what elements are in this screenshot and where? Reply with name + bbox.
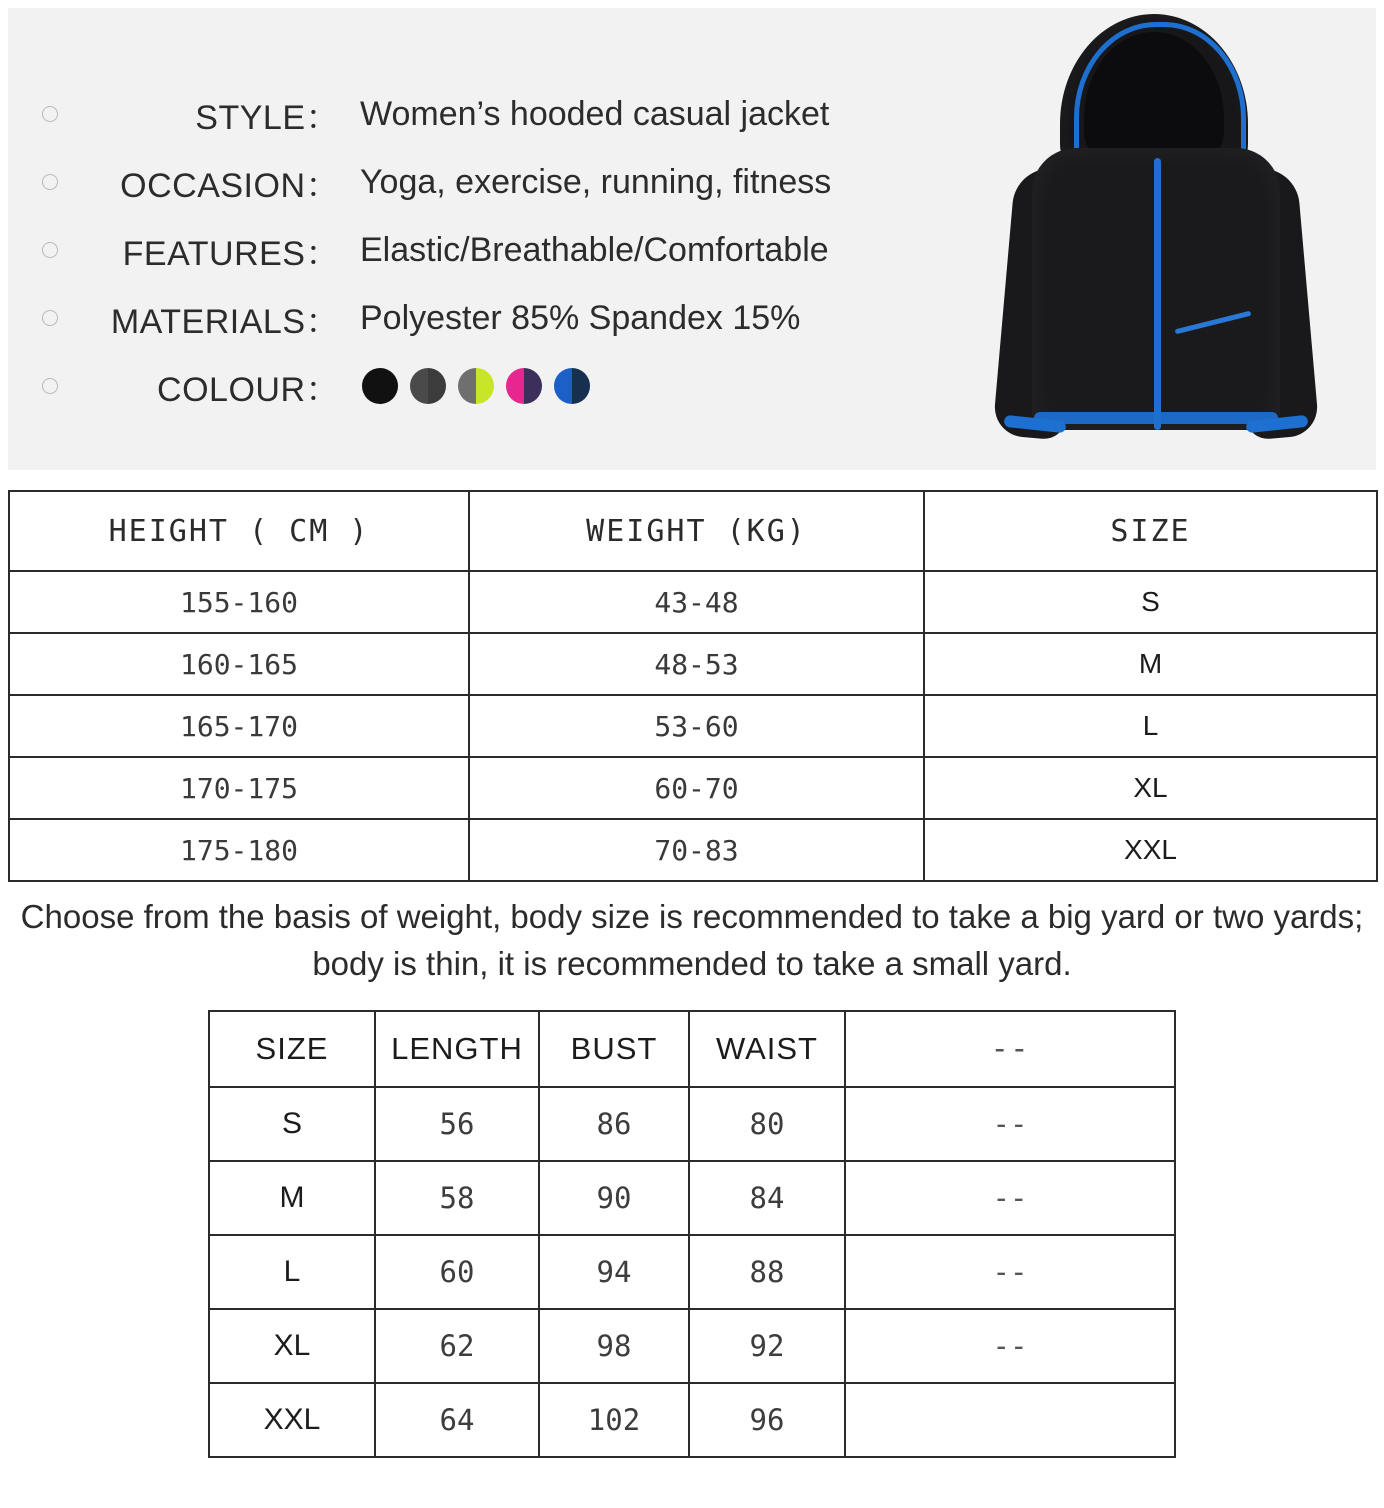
measurement-table-wrapper: [0, 1010, 1384, 1458]
product-photo: [968, 8, 1368, 468]
cell-size: XXL: [209, 1383, 375, 1457]
cell-height: 165-170: [9, 695, 469, 757]
table-row: [9, 819, 1377, 881]
spec-label-colour: COLOUR：: [157, 370, 340, 409]
cell-size: L: [924, 695, 1377, 757]
cell-bust: 90: [539, 1161, 689, 1235]
cell-waist: 84: [689, 1161, 845, 1235]
cell-waist: 88: [689, 1235, 845, 1309]
table-row: [209, 1161, 1175, 1235]
cell-size: M: [209, 1161, 375, 1235]
cell-size: XL: [924, 757, 1377, 819]
cell-weight: 60-70: [469, 757, 924, 819]
column-header-size: SIZE: [924, 491, 1377, 571]
jacket-illustration: [968, 8, 1368, 468]
cell-extra: --: [845, 1087, 1175, 1161]
cell-extra: --: [845, 1235, 1175, 1309]
cell-bust: 98: [539, 1309, 689, 1383]
cell-bust: 86: [539, 1087, 689, 1161]
cell-length: 56: [375, 1087, 539, 1161]
jacket-zipper: [1154, 158, 1161, 430]
bullet-icon: [42, 310, 58, 326]
cell-size: XL: [209, 1309, 375, 1383]
jacket-hem-trim: [1034, 412, 1278, 424]
table-row: [209, 1235, 1175, 1309]
colour-swatch-grey-green[interactable]: [458, 368, 494, 404]
spec-value-features: Elastic/Breathable/Comfortable: [360, 230, 829, 269]
cell-extra: --: [845, 1309, 1175, 1383]
colour-swatch-list: [362, 368, 590, 404]
table-row: [9, 695, 1377, 757]
bullet-icon: [42, 106, 58, 122]
colour-swatch-black[interactable]: [362, 368, 398, 404]
column-header-extra: --: [845, 1011, 1175, 1087]
cell-length: 62: [375, 1309, 539, 1383]
cell-weight: 43-48: [469, 571, 924, 633]
spec-label-style: STYLE：: [195, 98, 340, 137]
spec-label-features: FEATURES：: [122, 234, 340, 273]
cell-extra: [845, 1383, 1175, 1457]
cell-height: 155-160: [9, 571, 469, 633]
table-row: [209, 1383, 1175, 1457]
cell-size: XXL: [924, 819, 1377, 881]
cell-waist: 80: [689, 1087, 845, 1161]
column-header-weight: WEIGHT (KG): [469, 491, 924, 571]
cell-height: 175-180: [9, 819, 469, 881]
cell-extra: --: [845, 1161, 1175, 1235]
cell-weight: 70-83: [469, 819, 924, 881]
table-row: [9, 633, 1377, 695]
measurement-table: [208, 1010, 1176, 1458]
table-row: [9, 571, 1377, 633]
product-spec-panel: [8, 8, 1376, 470]
cell-size: L: [209, 1235, 375, 1309]
cell-size: S: [924, 571, 1377, 633]
cell-weight: 53-60: [469, 695, 924, 757]
cell-length: 60: [375, 1235, 539, 1309]
cell-size: S: [209, 1087, 375, 1161]
cell-height: 170-175: [9, 757, 469, 819]
spec-value-materials: Polyester 85% Spandex 15%: [360, 298, 801, 337]
column-header-size: SIZE: [209, 1011, 375, 1087]
cell-weight: 48-53: [469, 633, 924, 695]
spec-list: [42, 80, 972, 420]
cell-waist: 92: [689, 1309, 845, 1383]
table-header-row: [9, 491, 1377, 571]
spec-value-occasion: Yoga, exercise, running, fitness: [360, 162, 832, 201]
spec-row-materials: [42, 284, 972, 352]
spec-row-colour: [42, 352, 972, 420]
sizing-note: Choose from the basis of weight, body size is recommended to take a big yard or two yards; body is thin, it is recommended to take a small yard.: [20, 898, 1364, 982]
cell-waist: 96: [689, 1383, 845, 1457]
bullet-icon: [42, 242, 58, 258]
table-row: [209, 1087, 1175, 1161]
table-row: [209, 1309, 1175, 1383]
cell-height: 160-165: [9, 633, 469, 695]
cell-size: M: [924, 633, 1377, 695]
cell-length: 64: [375, 1383, 539, 1457]
colour-swatch-blue-navy[interactable]: [554, 368, 590, 404]
column-header-bust: BUST: [539, 1011, 689, 1087]
spec-row-features: [42, 216, 972, 284]
column-header-height: HEIGHT ( CM ): [9, 491, 469, 571]
spec-row-occasion: [42, 148, 972, 216]
spec-value-style: Women’s hooded casual jacket: [360, 94, 830, 133]
bullet-icon: [42, 174, 58, 190]
colour-swatch-dark-grey[interactable]: [410, 368, 446, 404]
table-row: [9, 757, 1377, 819]
spec-label-occasion: OCCASION：: [120, 166, 340, 205]
column-header-length: LENGTH: [375, 1011, 539, 1087]
spec-label-materials: MATERIALS：: [110, 302, 340, 341]
cell-length: 58: [375, 1161, 539, 1235]
bullet-icon: [42, 378, 58, 394]
spec-row-style: [42, 80, 972, 148]
table-header-row: [209, 1011, 1175, 1087]
cell-bust: 102: [539, 1383, 689, 1457]
size-chart-table: [8, 490, 1378, 882]
colour-swatch-pink-magenta[interactable]: [506, 368, 542, 404]
cell-bust: 94: [539, 1235, 689, 1309]
column-header-waist: WAIST: [689, 1011, 845, 1087]
